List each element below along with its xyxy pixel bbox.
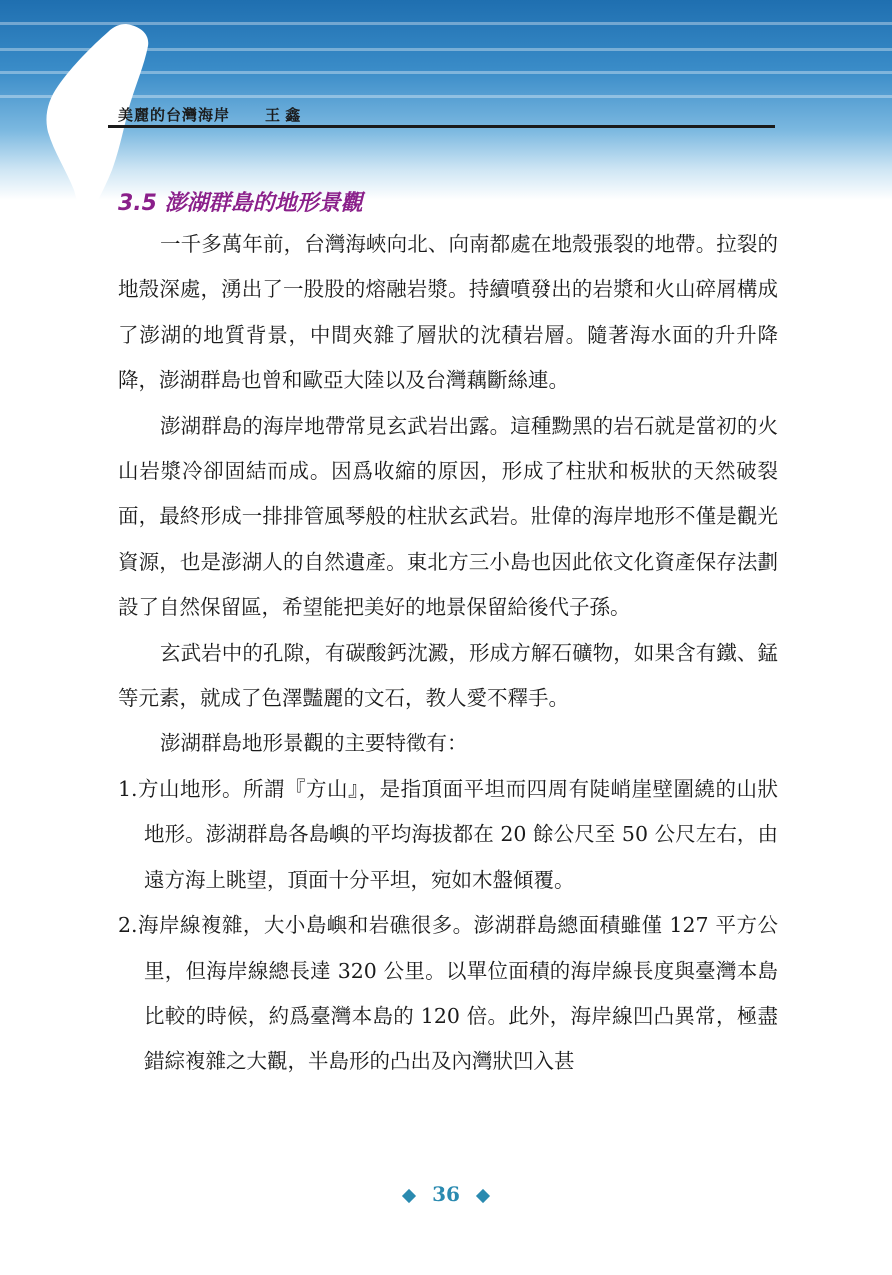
diamond-icon — [402, 1188, 416, 1202]
page-number: 36 — [432, 1182, 460, 1206]
diamond-icon — [476, 1188, 490, 1202]
header-banner — [0, 0, 892, 200]
header-divider — [108, 125, 775, 128]
list-item: 2.海岸線複雜，大小島嶼和岩礁很多。澎湖群島總面積雖僅 127 平方公里，但海岸線總長達 320 公里。以單位面積的海岸線長度與臺灣本島比較的時候，約爲臺灣本島的 120 倍。此外，海岸線凹凸異常，極盡錯綜複雜之大觀，半島形的凸出及內灣狀凹入甚 — [118, 913, 778, 1074]
author-name: 王 鑫 — [265, 106, 301, 124]
body-text — [118, 222, 778, 1085]
section-title: 3.5 澎湖群島的地形景觀 — [118, 191, 363, 216]
paragraph: 澎湖群島的海岸地帶常見玄武岩出露。這種黝黑的岩石就是當初的火山岩漿冷卻固結而成。因爲收縮的原因，形成了柱狀和板狀的天然破裂面，最終形成一排排管風琴般的柱狀玄武岩。壯偉的海岸地形不僅是觀光資源，也是澎湖人的自然遺產。東北方三小島也因此依文化資產保存法劃設了自然保留區，希望能把美好的地景保留給後代子孫。 — [118, 413, 778, 620]
paragraph: 澎湖群島地形景觀的主要特徵有： — [160, 731, 468, 756]
book-title: 美麗的台灣海岸 — [118, 106, 231, 124]
page-footer — [0, 1182, 892, 1206]
paragraph: 玄武岩中的孔隙，有碳酸鈣沈澱，形成方解石礦物，如果含有鐵、錳等元素，就成了色澤豔麗的文石，教人愛不釋手。 — [118, 640, 778, 711]
paragraph: 一千多萬年前，台灣海峽向北、向南都處在地殼張裂的地帶。拉裂的地殼深處，湧出了一股股的熔融岩漿。持續噴發出的岩漿和火山碎屑構成了澎湖的地質背景，中間夾雜了層狀的沈積岩層。隨著海水面的升升降降，澎湖群島也曾和歐亞大陸以及台灣藕斷絲連。 — [118, 232, 778, 393]
list-item: 1.方山地形。所謂『方山』，是指頂面平坦而四周有陡峭崖壁圍繞的山狀地形。澎湖群島各島嶼的平均海拔都在 20 餘公尺至 50 公尺左右，由遠方海上眺望，頂面十分平坦，宛如木盤傾覆。 — [118, 776, 778, 892]
